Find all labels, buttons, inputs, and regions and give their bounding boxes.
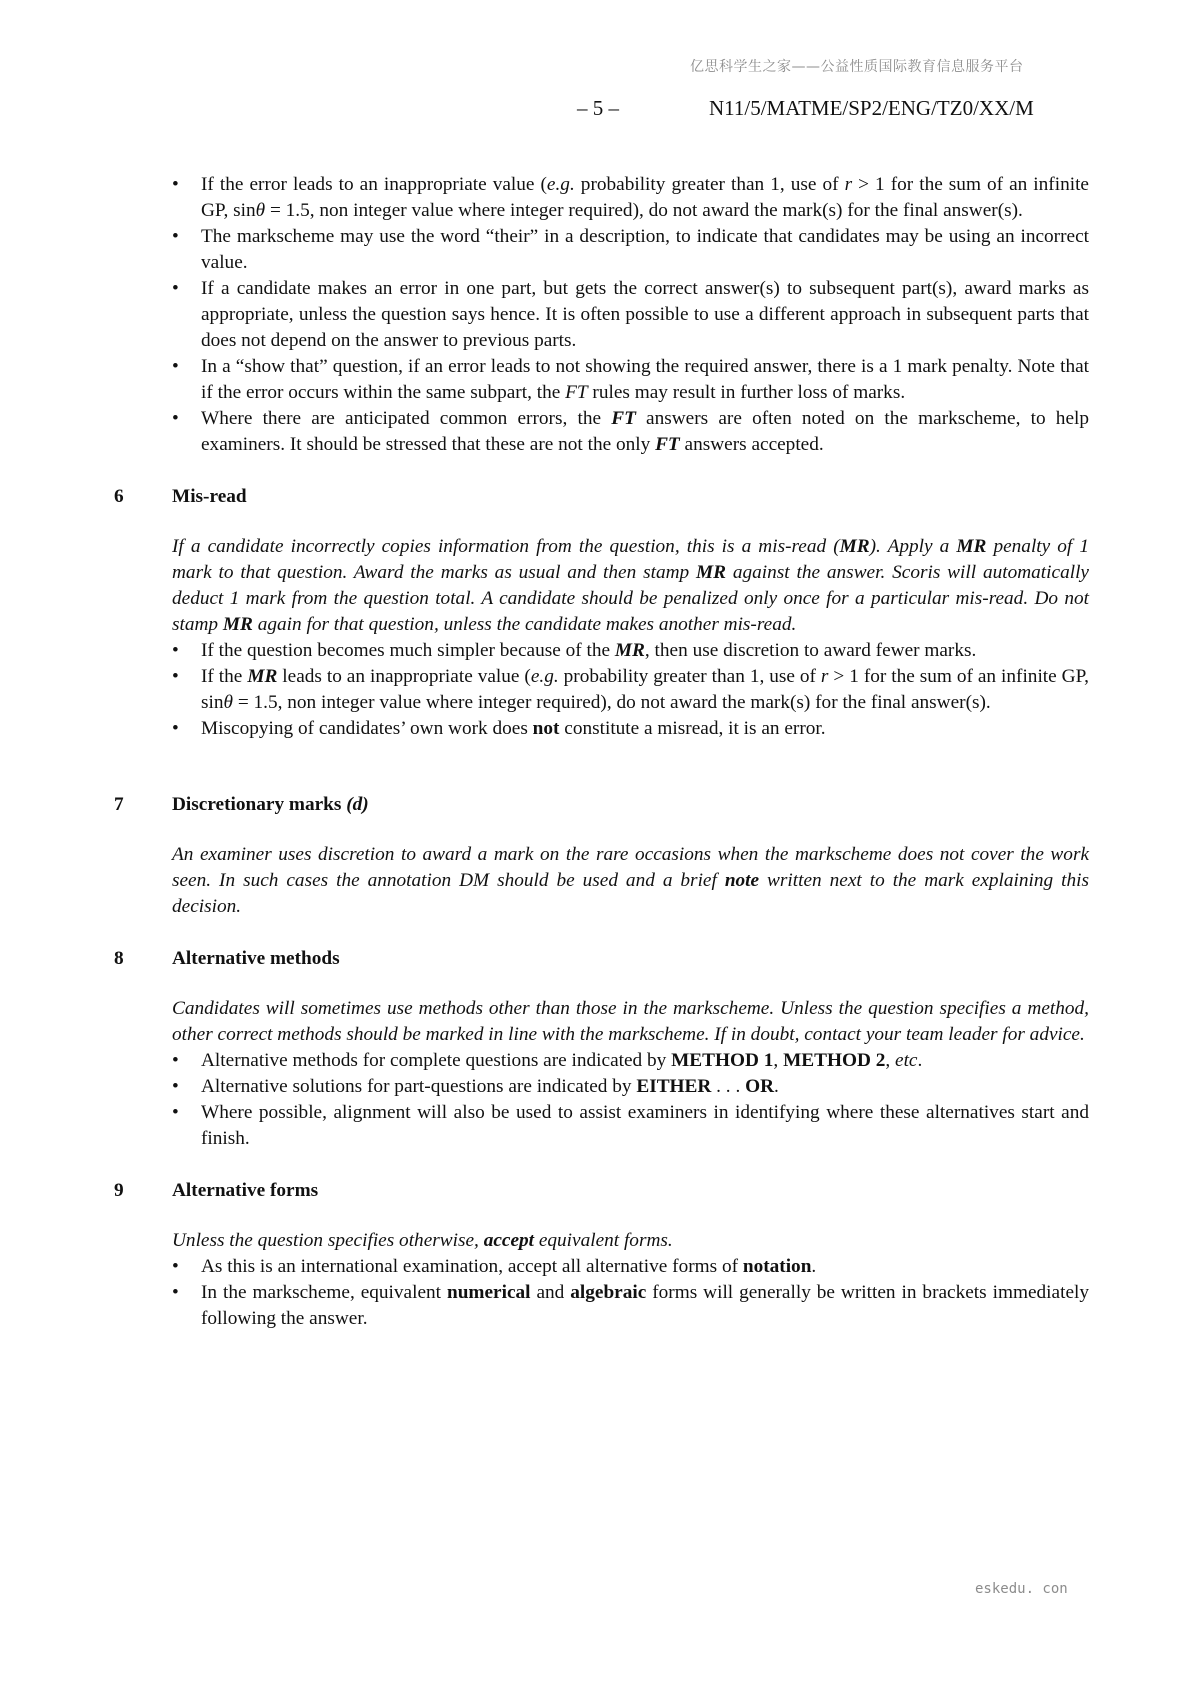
list-item: • Alternative solutions for part-questions are indicated by EITHER . . . OR. <box>172 1074 1089 1100</box>
list-item: • If the MR leads to an inappropriate value (e.g. probability greater than 1, use of r > 1 for the sum of an infinite GP, sinθ = 1.5, non integer value where integer required), do not award the mark(s) for the final answer(s). <box>172 664 1089 716</box>
list-item: • Alternative methods for complete questions are indicated by METHOD 1, METHOD 2, etc. <box>172 1048 1089 1074</box>
section-number: 6 <box>114 486 124 507</box>
section-heading <box>114 946 1089 972</box>
page-content <box>114 172 1089 1332</box>
section-intro: An examiner uses discretion to award a mark on the rare occasions when the markscheme does not cover the work seen. In such cases the annotation DM should be used and a brief note written next to the mark explaining this decision. <box>172 844 1090 917</box>
list-item: • If the question becomes much simpler because of the MR, then use discretion to award fewer marks. <box>172 638 1089 664</box>
paper-code: N11/5/MATME/SP2/ENG/TZ0/XX/M <box>709 96 1034 120</box>
section-number: 9 <box>114 1180 124 1201</box>
intro-bullet-list <box>114 172 1089 458</box>
list-item: • Where possible, alignment will also be used to assist examiners in identifying where these alternatives start and finish. <box>172 1100 1089 1152</box>
section-title: Discretionary marks (d) <box>172 794 369 815</box>
list-item: • In a “show that” question, if an error leads to not showing the required answer, there is a 1 mark penalty. Note that if the error occurs within the same subpart, the FT rules may result in further loss of marks. <box>172 354 1089 406</box>
section-intro: Unless the question specifies otherwise, accept equivalent forms. <box>172 1230 673 1251</box>
footer-watermark: eskedu. con <box>975 1581 1068 1597</box>
section-heading <box>114 792 1089 818</box>
section-number: 8 <box>114 948 124 969</box>
list-item: • The markscheme may use the word “their” in a description, to indicate that candidates may be using an incorrect value. <box>172 224 1089 276</box>
section-heading <box>114 484 1089 510</box>
section-alternative-methods <box>114 946 1089 1152</box>
list-item: • In the markscheme, equivalent numerical and algebraic forms will generally be written in brackets immediately following the answer. <box>172 1280 1089 1332</box>
section-title: Alternative forms <box>172 1180 319 1201</box>
list-item: • Where there are anticipated common errors, the FT answers are often noted on the markscheme, to help examiners. It should be stressed that these are not the only FT answers accepted. <box>172 406 1089 458</box>
list-item: • If the error leads to an inappropriate value (e.g. probability greater than 1, use of r > 1 for the sum of an infinite GP, sinθ = 1.5, non integer value where integer required), do not award the mark(s) for the final answer(s). <box>172 172 1089 224</box>
list-item: • If a candidate makes an error in one part, but gets the correct answer(s) to subsequent part(s), award marks as appropriate, unless the question says hence. It is often possible to use a different approach in subsequent parts that does not depend on the answer to previous parts. <box>172 276 1089 354</box>
section-title: Alternative methods <box>172 948 340 969</box>
misread-bullet-list <box>114 638 1089 742</box>
alt-forms-bullet-list <box>114 1254 1089 1332</box>
page-number: – 5 – <box>577 96 619 120</box>
header-watermark: 亿思科学生之家——公益性质国际教育信息服务平台 <box>690 59 1024 75</box>
list-item: • Miscopying of candidates’ own work does not constitute a misread, it is an error. <box>172 716 1089 742</box>
section-misread <box>114 484 1089 742</box>
section-heading <box>114 1178 1089 1204</box>
section-number: 7 <box>114 794 124 815</box>
section-title: Mis-read <box>172 486 247 507</box>
section-alternative-forms <box>114 1178 1089 1332</box>
alt-methods-bullet-list <box>114 1048 1089 1152</box>
section-intro: If a candidate incorrectly copies information from the question, this is a mis-read (MR). Apply a MR penalty of 1 mark to that question. Award the marks as usual and then stamp MR against the answer. Scoris will automatically deduct 1 mark from the question total. A candidate should be penalized only once for a particular mis-read. Do not stamp MR again for that question, unless the candidate makes another mis-read. <box>172 536 1089 635</box>
section-discretionary-marks <box>114 792 1089 920</box>
section-intro: Candidates will sometimes use methods other than those in the markscheme. Unless the question specifies a method, other correct methods should be marked in line with the markscheme. If in doubt, contact your team leader for advice. <box>172 998 1089 1045</box>
list-item: • As this is an international examination, accept all alternative forms of notation. <box>172 1254 1089 1280</box>
